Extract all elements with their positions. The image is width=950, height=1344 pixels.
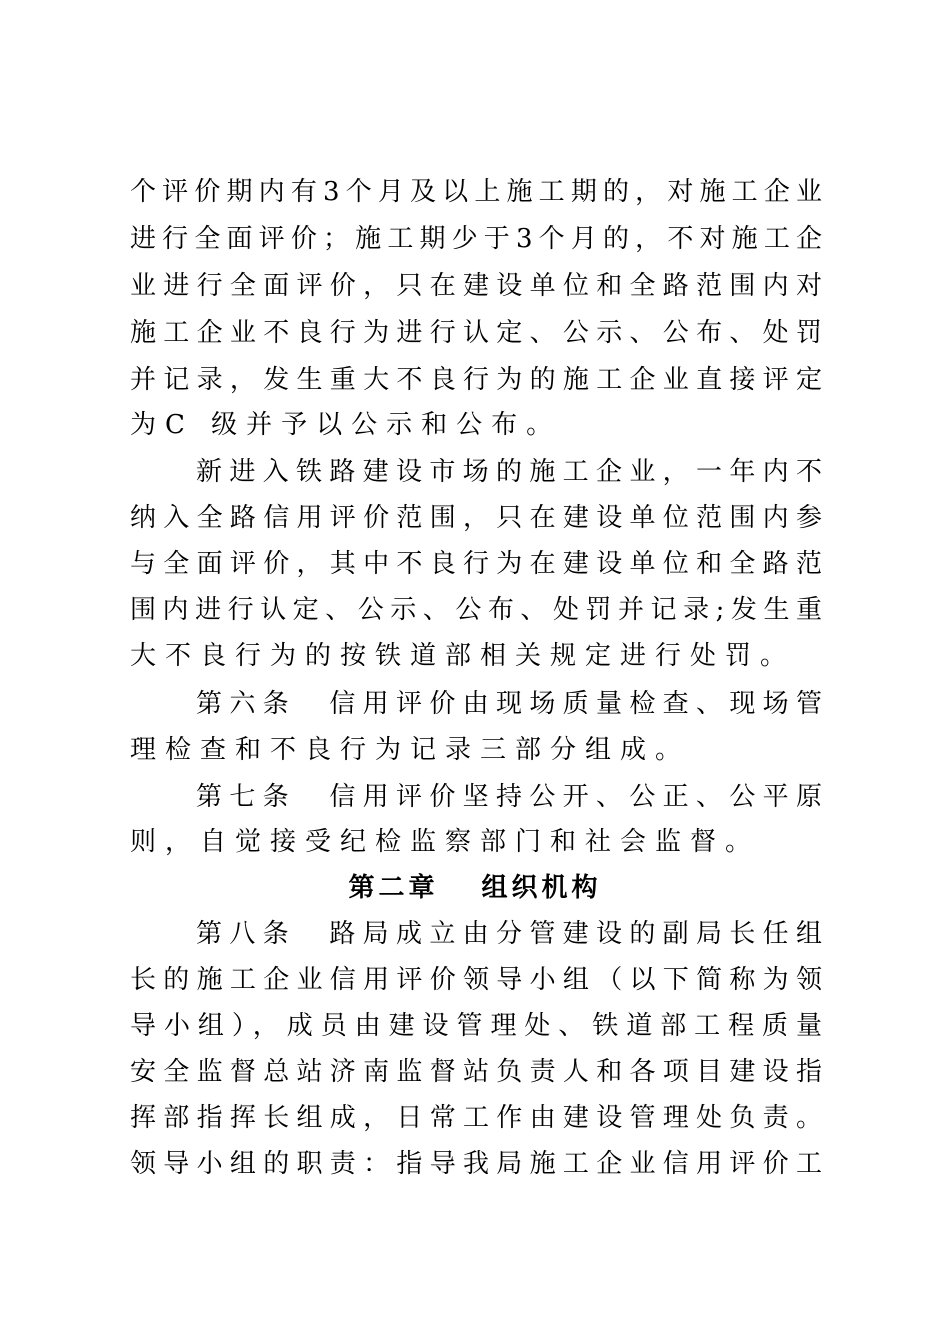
chapter-heading: 第二章 组织机构: [348, 873, 602, 903]
text-line: 挥部指挥长组成，日常工作由建设管理处负责。: [130, 1103, 824, 1133]
article-8-line: 第八条 路局成立由分管建设的副局长任组: [196, 919, 824, 949]
text-line: 理检查和不良行为记录三部分组成。: [130, 735, 691, 765]
text-line: 进行全面评价；施工期少于3个月的，不对施工企: [130, 224, 824, 254]
text-line: 长的施工企业信用评价领导小组（以下简称为领: [130, 965, 824, 995]
paragraph-start-line: 新进入铁路建设市场的施工企业，一年内不: [196, 457, 824, 487]
text-line: 围内进行认定、公示、公布、处罚并记录;发生重: [130, 595, 824, 625]
text-line: 施工企业不良行为进行认定、公示、公布、处罚: [130, 318, 824, 348]
text-line: 大不良行为的按铁道部相关规定进行处罚。: [130, 641, 796, 671]
article-7-line: 第七条 信用评价坚持公开、公正、公平原: [196, 782, 824, 812]
text-line: 领导小组的职责：指导我局施工企业信用评价工: [130, 1149, 824, 1179]
text-line: 与全面评价，其中不良行为在建设单位和全路范: [130, 549, 824, 579]
text-line: 为C 级并予以公示和公布。: [130, 410, 562, 440]
text-line: 并记录，发生重大不良行为的施工企业直接评定: [130, 365, 824, 395]
text-line: 纳入全路信用评价范围，只在建设单位范围内参: [130, 503, 824, 533]
article-6-line: 第六条 信用评价由现场质量检查、现场管: [196, 689, 824, 719]
text-line: 安全监督总站济南监督站负责人和各项目建设指: [130, 1057, 824, 1087]
text-line: 业进行全面评价，只在建设单位和全路范围内对: [130, 271, 824, 301]
text-line: 导小组），成员由建设管理处、铁道部工程质量: [130, 1011, 824, 1041]
text-line: 则，自觉接受纪检监察部门和社会监督。: [130, 827, 761, 857]
text-line: 个评价期内有3个月及以上施工期的，对施工企业: [130, 177, 824, 207]
